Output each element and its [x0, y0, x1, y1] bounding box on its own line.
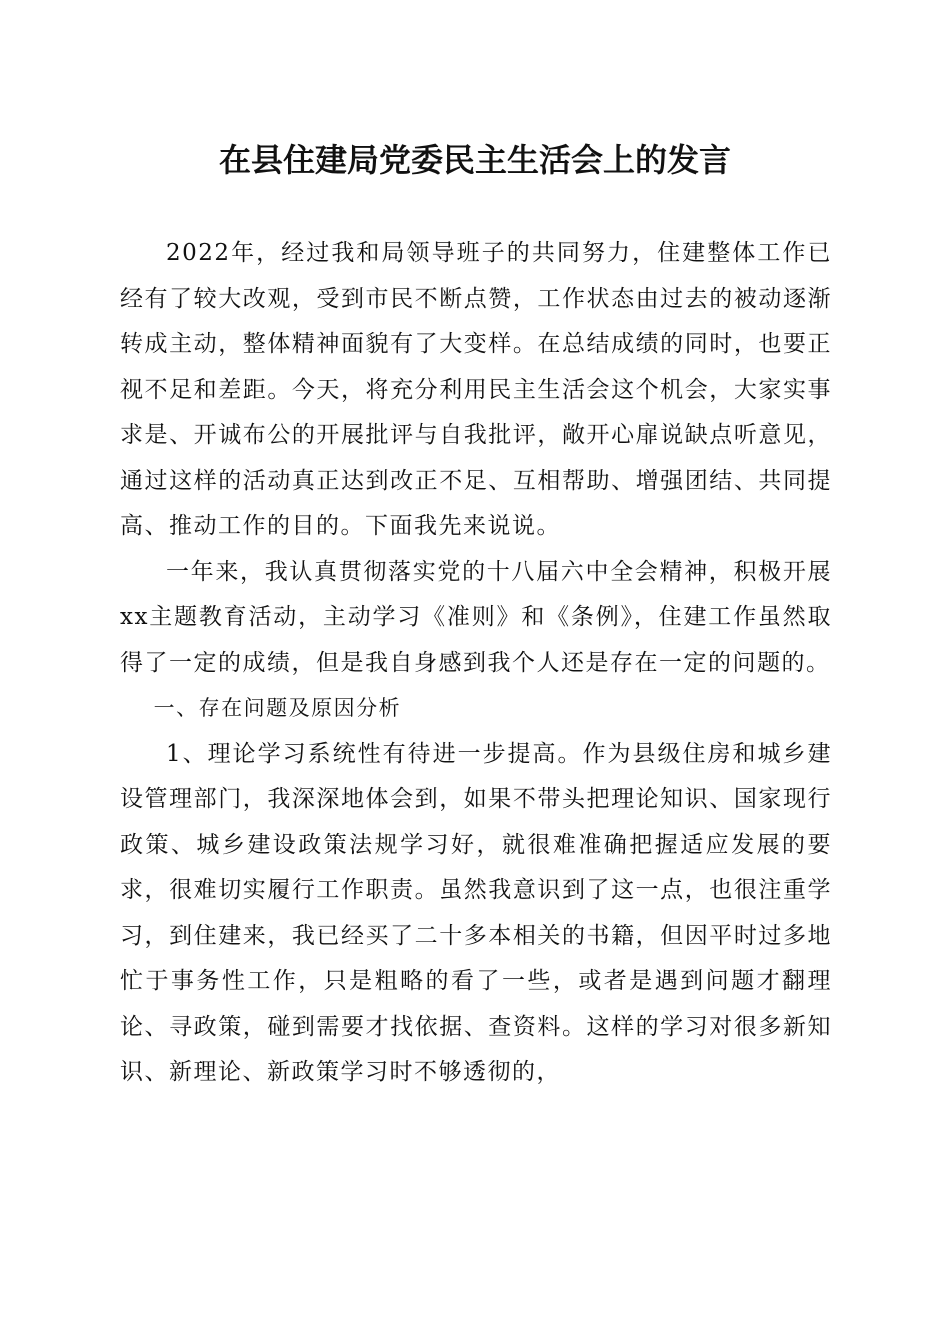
paragraph-theory-study: 1、理论学习系统性有待进一步提高。作为县级住房和城乡建设管理部门，我深深地体会到，如果不带头把理论知识、国家现行政策、城乡建设政策法规学习好，就很难准确把握适应发展的要求，很难切实履行工作职责。虽然我意识到了这一点，也很注重学习，到住建来，我已经买了二十多本相关的书籍，但因平时过多地忙于事务性工作，只是粗略的看了一些，或者是遇到问题才翻理论、寻政策，碰到需要才找依据、查资料。这样的学习对很多新知识、新理论、新政策学习时不够透彻的，: [120, 740, 832, 1085]
paragraph-summary: 一年来，我认真贯彻落实党的十八届六中全会精神，积极开展xx主题教育活动，主动学习《准则》和《条例》，住建工作虽然取得了一定的成绩，但是我自身感到我个人还是存在一定的问题的。: [120, 558, 832, 676]
section-heading: 一、存在问题及原因分析: [153, 696, 402, 720]
document-body: [120, 231, 832, 1096]
paragraph-intro: 2022年，经过我和局领导班子的共同努力，住建整体工作已经有了较大改观，受到市民不断点赞，工作状态由过去的被动逐渐转成主动，整体精神面貌有了大变样。在总结成绩的同时，也要正视不足和差距。今天，将充分利用民主生活会这个机会，大家实事求是、开诚布公的开展批评与自我批评，敞开心扉说缺点听意见，通过这样的活动真正达到改正不足、互相帮助、增强团结、共同提高、推动工作的目的。下面我先来说说。: [120, 240, 832, 539]
document-title: 在县住建局党委民主生活会上的发言: [218, 141, 731, 179]
